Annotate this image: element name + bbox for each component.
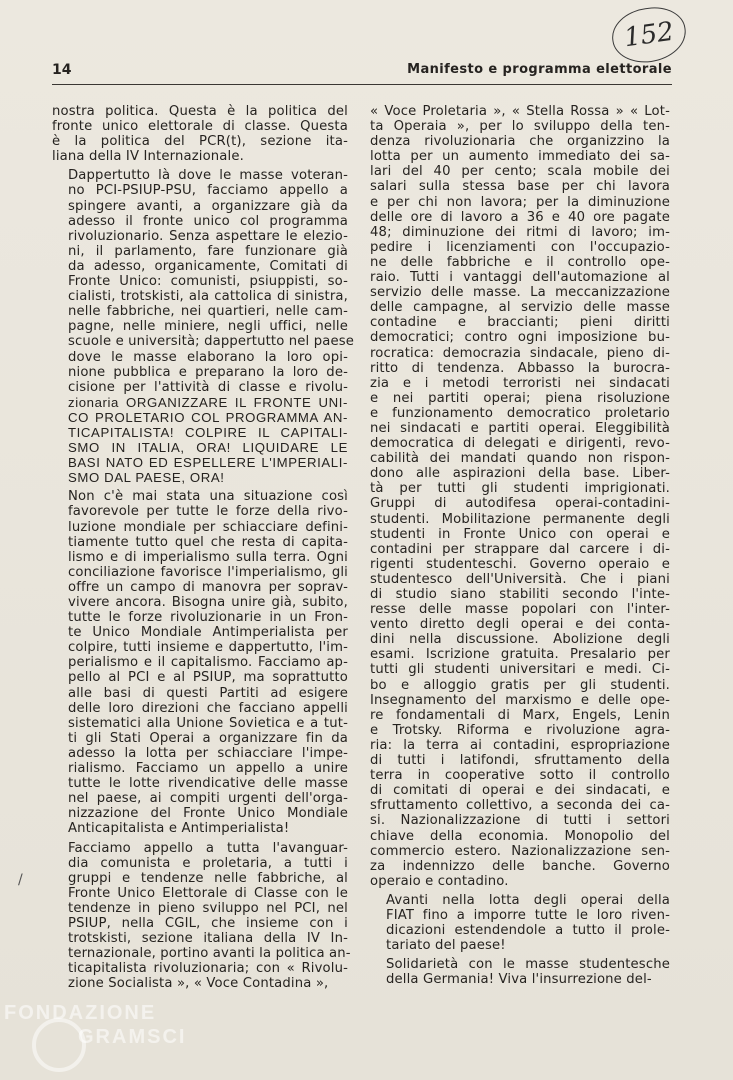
text-line: delle campagne, al servizio delle masse [370, 300, 670, 316]
text-line: re fondamentali di Marx, Engels, Lenin [370, 707, 670, 723]
text-line: studenti in Fronte Unico con operai e [370, 526, 670, 542]
text-line: Anticapitalista e Antimperialista! [68, 821, 290, 837]
text-line: sfruttamento collettivo, a seconda dei ca- [370, 798, 670, 814]
text-line: democratica di delegati e dirigenti, revo- [370, 436, 670, 452]
text-line: Gruppi di autodifesa operai-contadini- [370, 496, 670, 512]
text-line: ternazionale, portino avanti la politica an- [68, 946, 351, 962]
text-line: CO PROLETARIO COL PROGRAMMA AN- [68, 409, 348, 425]
text-line: Fronte Unico Elettorale di Classe con le [68, 885, 348, 901]
text-line: lari del 40 per cento; scala mobile dei [370, 164, 670, 180]
text-line: ticapitalista rivoluzionaria; con « Rivolu- [68, 961, 348, 977]
text-line: di tutti i latifondi, sfruttamento della [370, 753, 670, 769]
text-line: Non c'è mai stata una situazione così [68, 489, 348, 505]
text-line: Solidarietà con le masse studentesche [386, 957, 670, 973]
text-line: perialismo e il capitalismo. Facciamo ap- [68, 655, 348, 671]
text-line: no PCI-PSIUP-PSU, facciamo appello a [68, 183, 348, 199]
text-line: e Trotsky. Riforma e rivoluzione agra- [370, 722, 670, 738]
text-line: conciliazione favorisce l'imperialismo, gli [68, 564, 348, 580]
text-line: della Germania! Viva l'insurrezione del- [386, 972, 652, 988]
text-line: da adesso, organicamente, Comitati di [68, 258, 348, 274]
text-line: tutti gli studenti universitari e medi. Ci- [370, 662, 670, 678]
text-line: dono alle aspirazioni della base. Liber- [370, 466, 670, 482]
text-line: bo e alloggio gratis per gli studenti. [370, 677, 670, 693]
text-line: rigenti studenteschi. Governo operaio e [370, 556, 670, 572]
text-line: favorevole per tutte le forze della rivo- [68, 504, 348, 520]
text-line: cisione per l'attività di classe e rivolu- [68, 379, 348, 395]
text-line: dicazioni estendendole a tutto il prole- [386, 923, 670, 939]
text-line: pagne, nelle miniere, negli uffici, nelle [68, 319, 348, 335]
text-line: Fronte Unico: comunisti, psiuppisti, so- [68, 274, 348, 290]
foundation-watermark [4, 996, 204, 1074]
text-line: rocratica: democrazia sindacale, pieno di- [370, 345, 670, 361]
text-line: raio. Tutti i vantaggi dell'automazione al [370, 270, 670, 286]
text-line: democratici; contro ogni imposizione bu- [370, 330, 670, 346]
text-line: BASI NATO ED ESPELLERE L'IMPERIALI- [68, 455, 348, 471]
text-line: colpire, tutti insieme e dappertutto, l'im- [68, 640, 348, 656]
text-line: nelle fabbriche, nei quartieri, nelle cam- [68, 304, 348, 320]
text-line: SMO DAL PAESE, ORA! [68, 470, 225, 486]
text-line: Dappertutto là dove le masse voteran- [68, 168, 348, 184]
text-line: zionaria ORGANIZZARE IL FRONTE UNI- [68, 394, 348, 410]
text-line: nione pubblica e preparano la loro de- [68, 364, 348, 380]
text-line: SMO IN ITALIA, ORA! LIQUIDARE LE [68, 440, 348, 456]
text-line: nostra politica. Questa è la politica del [52, 104, 348, 119]
text-line: di studio siano stabiliti secondo l'inte- [370, 587, 670, 602]
right-column [370, 104, 670, 987]
text-line: terra in cooperative sotto il controllo [370, 768, 670, 784]
text-line: studentesco dell'Università. Che i piani [370, 571, 670, 587]
text-line: adesso la lotta per schiacciare l'impe- [68, 745, 348, 761]
text-line: offre un campo di manovra per soprav- [68, 579, 348, 595]
text-line: nei sindacati e partiti operai. Eleggibilità [370, 420, 670, 436]
text-line: ta Operaia », per lo sviluppo della ten- [370, 119, 670, 135]
text-line: ritto di tendenza. Abbasso la burocra- [370, 360, 670, 376]
text-line: PSIUP, nella CGIL, che insieme con i [68, 915, 348, 931]
watermark-bottom-text: GRAMSCI [78, 1026, 187, 1048]
text-line: spingere avanti, a organizzare già da [68, 198, 348, 214]
text-line: rialismo. Facciamo un appello a unire [68, 761, 348, 777]
text-line: sistematici alla Unione Sovietica e a tut- [68, 715, 348, 731]
text-line: resse delle masse popolari con l'inter- [370, 602, 670, 618]
text-line: tà per tutti gli studenti imprigionati. [370, 481, 670, 497]
text-line: adesso il fronte unico col programma [68, 213, 348, 229]
text-line: lismo e di imperialismo sulla terra. Ogni [68, 549, 348, 565]
text-line: tendenze in pieno sviluppo nel PCI, nel [68, 900, 348, 916]
left-column [52, 104, 354, 992]
text-line: pello al PCI e al PSIUP, ma soprattutto [68, 670, 348, 686]
text-line: vento diretto degli operai e dei conta- [370, 617, 670, 633]
text-line: salari sulla stessa base per chi lavora [370, 179, 670, 195]
text-line: zia e i metodi terroristi nei sindacati [370, 375, 670, 391]
text-line: delle ore di lavoro a 36 e 40 ore pagate [370, 209, 670, 225]
text-line: luzione mondiale per schiacciare defini- [68, 519, 348, 535]
text-line: gruppi e tendenze nelle fabbriche, al [68, 870, 348, 886]
text-line: ne delle fabbriche e il controllo ope- [370, 254, 670, 270]
watermark-top-text: FONDAZIONE [4, 1002, 157, 1024]
archive-stamp-number: 152 [622, 16, 676, 54]
text-line: si. Nazionalizzazione di tutti i settori [370, 813, 670, 829]
running-title: Manifesto e programma elettorale [407, 62, 672, 77]
text-line: « Voce Proletaria », « Stella Rossa » « Lot- [370, 104, 670, 119]
page-number: 14 [52, 62, 72, 78]
text-line: TICAPITALISTA! COLPIRE IL CAPITALI- [68, 424, 348, 440]
text-line: e per chi non lavora; per la diminuzione [370, 194, 670, 210]
text-line: lotta per un aumento immediato dei sa- [370, 149, 670, 165]
text-line: rivoluzionario. Senza aspettare le elezio- [68, 228, 348, 244]
text-line: trotskisti, sezione italiana della IV In- [68, 931, 348, 947]
archive-stamp [609, 3, 690, 67]
left-paragraph-2 [52, 168, 354, 486]
text-line: commercio estero. Nazionalizzazione sen- [370, 843, 670, 859]
text-line: tutte le lotte rivendicative delle masse [68, 776, 348, 792]
text-line: ti gli Stati Operai a organizzare fin da [68, 730, 348, 746]
text-line: ni, il parlamento, fare funzionare già [68, 243, 348, 259]
text-line: liana della IV Internazionale. [52, 149, 244, 165]
text-line: operaio e contadino. [370, 873, 509, 889]
text-line: studenti. Mobilitazione permanente degli [370, 511, 670, 527]
text-line: contadini per strappare dal carcere i di- [370, 541, 670, 557]
text-line: è la politica del PCR(t), sezione ita- [52, 134, 348, 150]
text-line: contadine e braccianti; pieni diritti [370, 315, 670, 331]
text-line: tiamente tutto quel che resta di capita- [68, 534, 348, 550]
text-line: denza rivoluzionaria che organizzino la [370, 134, 670, 150]
right-paragraph-2 [370, 893, 670, 953]
text-line: Insegnamento del marxismo e delle ope- [370, 692, 670, 708]
text-line: delle loro direzioni che facciano appelli [68, 700, 348, 716]
text-line: e funzionamento democratico proletario [370, 405, 670, 421]
text-line: nel paese, ai compiti urgenti dell'orga- [68, 791, 348, 807]
text-line: dove le masse elaborano la loro opi- [68, 349, 348, 365]
text-line: fronte unico elettorale di classe. Questa [52, 119, 348, 135]
text-line: ria: la terra ai contadini, espropriazione [370, 737, 670, 753]
text-line: Avanti nella lotta degli operai della [386, 892, 670, 908]
text-line: dia comunista e proletaria, a tutti i [68, 855, 348, 871]
text-line: chiave della economia. Monopolio del [370, 828, 670, 844]
text-line: FIAT fino a imporre tutte le loro riven- [386, 907, 670, 923]
right-paragraph-3 [370, 957, 670, 987]
left-paragraph-1 [52, 104, 348, 164]
text-line: servizio delle masse. La meccanizzazione [370, 285, 670, 301]
left-paragraph-4 [52, 840, 351, 992]
text-line: Facciamo appello a tutta l'avanguar- [68, 840, 348, 856]
text-line: zione Socialista », « Voce Contadina », [68, 976, 329, 992]
text-line: cialisti, trotskisti, ala cattolica di sinistra, [68, 289, 348, 305]
text-line: tariato del paese! [386, 938, 506, 954]
text-line: alle basi di questi Partiti ad esigere [68, 685, 348, 701]
text-line: vivere ancora. Bisogna unire già, subito, [68, 595, 348, 610]
text-line: cabilità dei mandati quando non rispon- [370, 451, 670, 467]
text-line: nizzazione del Fronte Unico Mondiale [68, 806, 348, 822]
text-line: dini nella discussione. Abolizione degli [370, 632, 670, 648]
text-line: e nei partiti operai; piena risoluzione [370, 390, 670, 406]
right-paragraph-1 [370, 104, 670, 889]
text-line: za indennizzo delle banche. Governo [370, 858, 670, 874]
left-paragraph-3 [52, 489, 348, 836]
page-header [52, 60, 672, 85]
margin-pencil-mark: / [18, 872, 23, 888]
text-line: scuole e università; dappertutto nel paese [68, 334, 354, 350]
text-line: esami. Iscrizione gratuita. Presalario per [370, 647, 670, 663]
text-line: pedire i licenziamenti con l'occupazio- [370, 239, 670, 255]
text-line: te Unico Mondiale Antimperialista per [68, 625, 348, 641]
text-line: di comitati di operai e dei sindacati, e [370, 783, 670, 799]
text-line: 48; diminuzione dei ritmi di lavoro; im- [370, 224, 670, 240]
text-line: tutte le forze rivoluzionarie in un Fron- [68, 610, 348, 626]
